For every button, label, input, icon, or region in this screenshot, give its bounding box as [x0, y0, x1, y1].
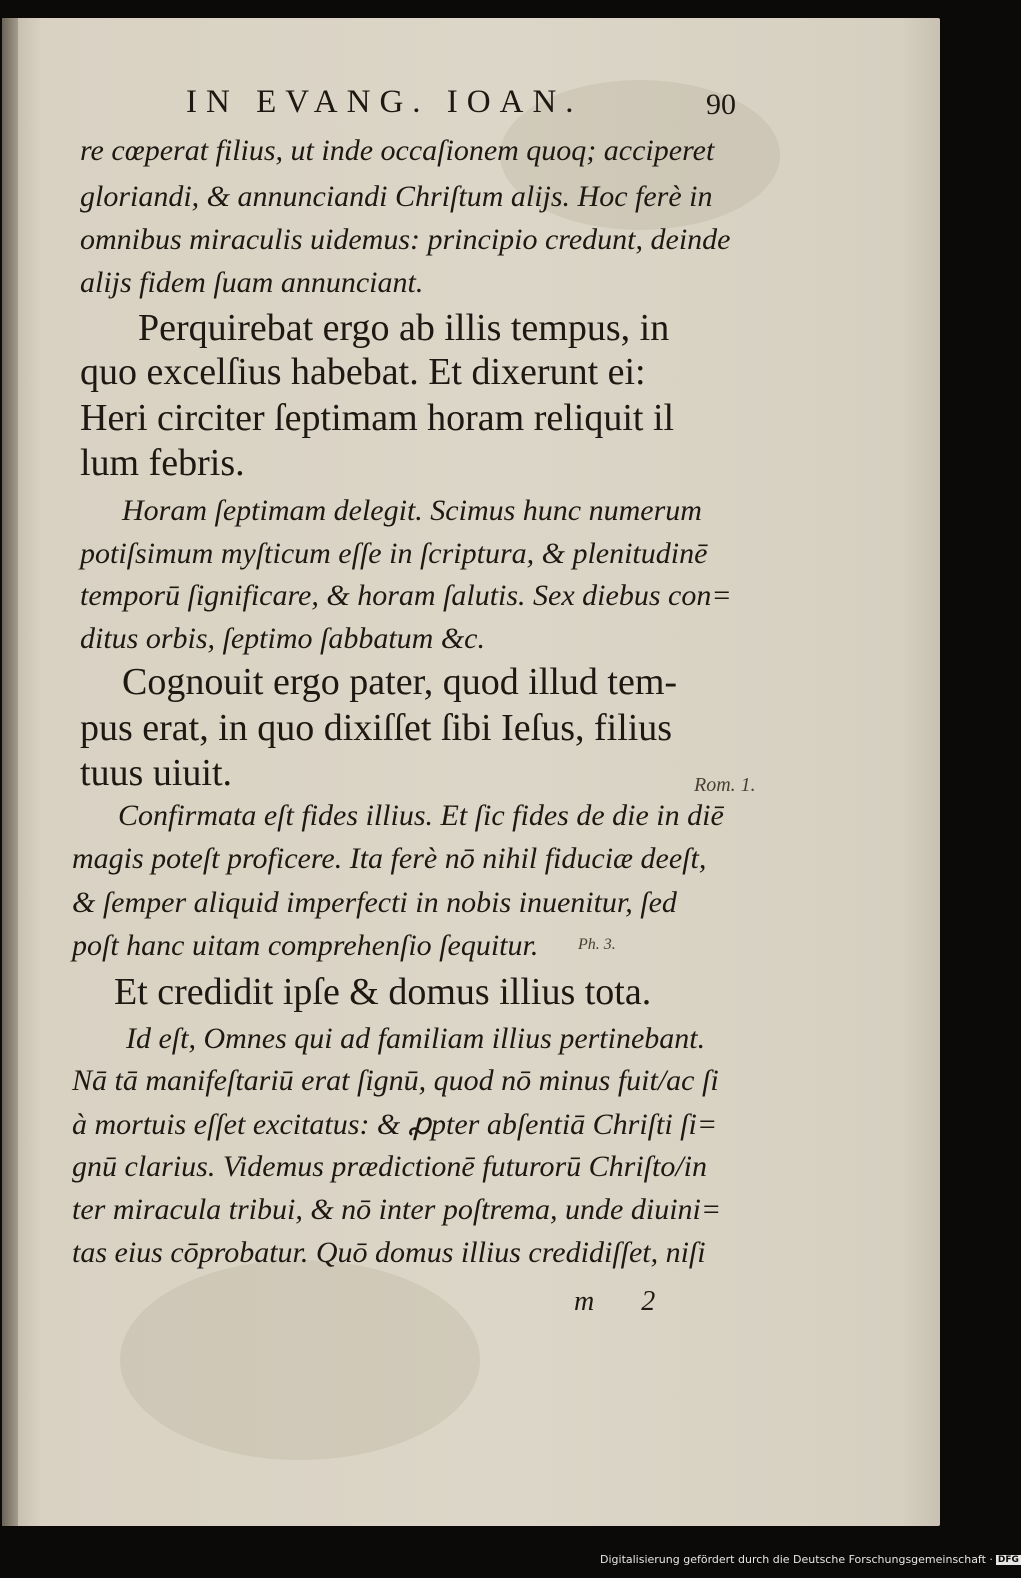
scripture-line: tuus uiuit. [80, 752, 233, 794]
folio-number: 90 [706, 88, 736, 121]
running-head: IN EVANG. IOAN. [186, 84, 583, 120]
scripture-line: Cognouit ergo pater, quod illud tem- [122, 661, 678, 703]
scripture-line: Perquirebat ergo ab illis tempus, in [138, 307, 670, 349]
text-line: tas eius cōprobatur. Quō domus illius credidiſſet, niſi [72, 1236, 706, 1269]
signature-mark: m 2 [574, 1286, 676, 1317]
digitization-credit [600, 1553, 1021, 1566]
scripture-line: quo excelſius habebat. Et dixerunt ei: [80, 351, 646, 393]
margin-note-phil: Ph. 3. [578, 936, 616, 953]
scripture-line: Et credidit ipſe & domus illius tota. [114, 971, 652, 1013]
scripture-line: Heri circiter ſeptimam horam reliquit il [80, 397, 675, 439]
text-line: alijs fidem ſuam annunciant. [80, 266, 424, 299]
text-line: temporū ſignificare, & horam ſalutis. Sex diebus con= [80, 579, 732, 612]
margin-note-rom: Rom. 1. [694, 774, 756, 796]
text-line: omnibus miraculis uidemus: principio credunt, deinde [80, 223, 731, 256]
text-line: re cœperat filius, ut inde occaſionem quoq; acciperet [80, 134, 715, 167]
text-line: ter miracula tribui, & nō inter poſtrema, unde diuini= [72, 1193, 722, 1226]
text-line: à mortuis eſſet excitatus: & ꝓpter abſentiā Chriſti ſi= [72, 1108, 718, 1141]
dfg-logo: DFG [997, 1555, 1019, 1565]
scripture-line: pus erat, in quo dixiſſet ſibi Ieſus, filius [80, 707, 673, 749]
text-line: Nā tā manifeſtariū erat ſignū, quod nō minus fuit/ac ſi [72, 1064, 719, 1097]
text-line: Confirmata eſt fides illius. Et ſic fides de die in diē [118, 799, 724, 832]
paper-stain [120, 1260, 480, 1460]
scripture-line: lum febris. [80, 442, 245, 484]
text-line: & ſemper aliquid imperfecti in nobis inuenitur, ſed [72, 886, 677, 919]
text-line: Horam ſeptimam delegit. Scimus hunc numerum [122, 494, 702, 527]
page-gutter [2, 18, 18, 1526]
credit-text: Digitalisierung gefördert durch die Deutsche Forschungsgemeinschaft · [600, 1553, 993, 1566]
text-line: poſt hanc uitam comprehenſio ſequitur. [72, 929, 539, 962]
text-line: potiſsimum myſticum eſſe in ſcriptura, & plenitudinē [80, 537, 708, 570]
text-line: gloriandi, & annunciandi Chriſtum alijs. Hoc ferè in [80, 180, 713, 213]
text-line: Id eſt, Omnes qui ad familiam illius pertinebant. [126, 1022, 706, 1055]
text-line: gnū clarius. Videmus prædictionē futurorū Chriſto/in [72, 1150, 708, 1183]
text-line: magis poteſt proficere. Ita ferè nō nihil fiduciæ deeſt, [72, 842, 707, 875]
text-line: ditus orbis, ſeptimo ſabbatum &c. [80, 622, 485, 655]
